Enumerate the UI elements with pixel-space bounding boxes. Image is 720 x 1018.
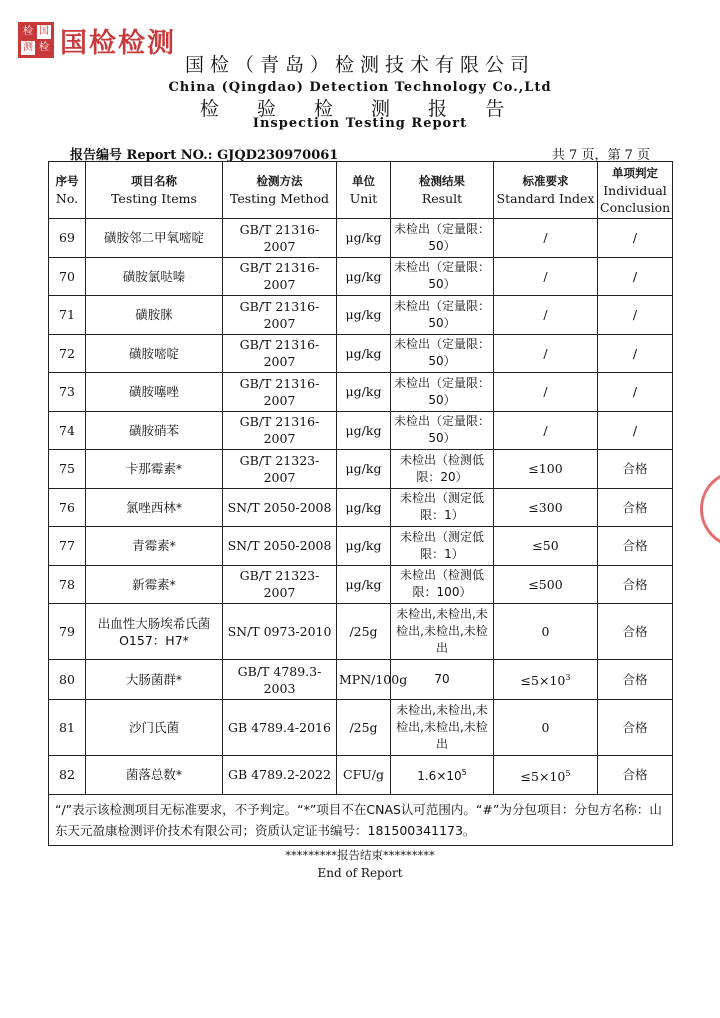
cell-unit: CFU/g [337,756,391,795]
cell-no: 82 [49,756,86,795]
cell-standard: ≤50 [494,527,598,566]
header-item: 项目名称 Testing Items [86,162,223,219]
table-row [49,411,673,450]
cell-no: 74 [49,411,86,450]
cell-result: 未检出（定量限：50） [391,296,494,335]
table-row [49,296,673,335]
seal-char: 检 [36,40,52,56]
cell-item: 磺胺噻唑 [86,373,223,412]
cell-result-base: 1.6×10 [417,769,462,784]
report-title-cn: 检 验 检 测 报 告 [199,98,521,120]
cell-unit: /25g [337,700,391,756]
cell-item: 磺胺脒 [86,296,223,335]
cell-result: 未检出（定量限：50） [391,411,494,450]
cell-conclusion: 合格 [598,660,673,700]
cell-standard: / [494,296,598,335]
table-note: “/”表示该检测项目无标准要求，不予判定。“*”项目不在CNAS认可范围内。“#”为分包项目：分包方名称：山东天元盈康检测评价技术有限公司；资质认定证书编号：181500341173。 [49,794,673,845]
cell-standard: 0 [494,700,598,756]
company-name-cn: 国检（青岛）检测技术有限公司 [184,54,535,76]
seal-char: 检 [20,24,36,40]
cell-no: 75 [49,450,86,489]
cell-method: GB/T 21323-2007 [223,565,337,604]
cell-method: SN/T 0973-2010 [223,604,337,660]
end-of-report-en: End of Report [317,866,403,880]
cell-conclusion: / [598,296,673,335]
seal-char: 测 [20,40,36,56]
cell-result: 未检出（测定低限：1） [391,488,494,527]
company-name-en: China (Qingdao) Detection Technology Co.,Ltd [168,80,552,95]
cell-conclusion: 合格 [598,450,673,489]
cell-no: 80 [49,660,86,700]
cell-no: 79 [49,604,86,660]
cell-method: GB/T 21323-2007 [223,450,337,489]
cell-conclusion: 合格 [598,700,673,756]
header-conclusion: 单项判定 Individual Conclusion [598,162,673,219]
table-row [49,334,673,373]
cell-item: 卡那霉素* [86,450,223,489]
cell-conclusion: 合格 [598,565,673,604]
cell-standard: / [494,219,598,258]
cell-no: 72 [49,334,86,373]
cell-item: 磺胺硝苯 [86,411,223,450]
cell-method: GB 4789.2-2022 [223,756,337,795]
header-unit: 单位 Unit [337,162,391,219]
cell-method: GB/T 4789.3-2003 [223,660,337,700]
cell-conclusion: / [598,334,673,373]
cell-result: 未检出（定量限：50） [391,257,494,296]
cell-standard [494,660,598,700]
cell-unit: μg/kg [337,450,391,489]
cell-unit: μg/kg [337,527,391,566]
cell-standard: / [494,257,598,296]
cell-item: 青霉素* [86,527,223,566]
cell-standard: / [494,411,598,450]
table-row [49,257,673,296]
cell-unit: μg/kg [337,257,391,296]
cell-result [391,756,494,795]
cell-result: 未检出（定量限：50） [391,373,494,412]
cell-standard-base: ≤5×10 [520,673,566,689]
cell-result: 未检出（定量限：50） [391,219,494,258]
cell-method: GB/T 21316-2007 [223,219,337,258]
header-standard: 标准要求 Standard Index [494,162,598,219]
cell-method: GB 4789.4-2016 [223,700,337,756]
report-title-en: Inspection Testing Report [252,116,468,131]
cell-result: 未检出（测定低限：1） [391,527,494,566]
cell-result: 未检出（检测低限：100） [391,565,494,604]
cell-item: 磺胺邻二甲氧嘧啶 [86,219,223,258]
cell-result: 70 [391,660,494,700]
cell-no: 73 [49,373,86,412]
cell-standard: ≤500 [494,565,598,604]
cell-standard: / [494,334,598,373]
report-number-label-en: Report NO.: [126,148,213,163]
cell-conclusion: / [598,411,673,450]
cell-item: 磺胺氯哒嗪 [86,257,223,296]
cell-unit: μg/kg [337,296,391,335]
cell-result: 未检出（定量限：50） [391,334,494,373]
cell-conclusion: / [598,219,673,258]
cell-method: GB/T 21316-2007 [223,373,337,412]
cell-standard: / [494,373,598,412]
report-number-label-cn: 报告编号 [70,148,123,163]
cell-no: 81 [49,700,86,756]
table-row [49,527,673,566]
cell-standard: ≤100 [494,450,598,489]
cell-no: 71 [49,296,86,335]
cell-conclusion: / [598,373,673,412]
header-no: 序号 No. [49,162,86,219]
logo-text: 国检检测 [60,27,176,59]
cell-method: GB/T 21316-2007 [223,334,337,373]
cell-conclusion: 合格 [598,527,673,566]
cell-item: 菌落总数* [86,756,223,795]
cell-unit: μg/kg [337,411,391,450]
cell-result: 未检出,未检出,未检出,未检出,未检出 [391,700,494,756]
official-stamp-edge [700,470,720,548]
cell-unit: μg/kg [337,373,391,412]
cell-no: 70 [49,257,86,296]
cell-standard-exponent: 3 [565,673,571,683]
cell-standard-exponent: 5 [565,768,571,778]
cell-no: 76 [49,488,86,527]
seal-char: 国 [36,24,52,40]
cell-no: 78 [49,565,86,604]
cell-item: 出血性大肠埃希氏菌O157：H7* [86,604,223,660]
table-row [49,219,673,258]
cell-item: 磺胺嘧啶 [86,334,223,373]
cell-unit: μg/kg [337,219,391,258]
cell-conclusion: 合格 [598,756,673,795]
cell-unit: /25g [337,604,391,660]
cell-item: 新霉素* [86,565,223,604]
cell-result: 未检出（检测低限：20） [391,450,494,489]
table-row [49,604,673,660]
cell-conclusion: 合格 [598,604,673,660]
cell-unit: MPN/100g [337,660,391,700]
table-row [49,373,673,412]
cell-unit: μg/kg [337,565,391,604]
cell-standard: ≤300 [494,488,598,527]
report-number-value: GJQD230970061 [217,148,339,163]
table-row [49,756,673,795]
cell-unit: μg/kg [337,488,391,527]
table-row [49,450,673,489]
cell-method: SN/T 2050-2008 [223,488,337,527]
page-info: 共 7 页，第 7 页 [551,148,650,163]
cell-no: 77 [49,527,86,566]
cell-method: GB/T 21316-2007 [223,257,337,296]
cell-item: 氯唑西林* [86,488,223,527]
table-row [49,488,673,527]
cell-item: 大肠菌群* [86,660,223,700]
cell-method: GB/T 21316-2007 [223,411,337,450]
table-header-row [49,162,673,219]
results-table [48,161,673,846]
header-method: 检测方法 Testing Method [223,162,337,219]
cell-conclusion: / [598,257,673,296]
table-row [49,700,673,756]
cell-result: 未检出,未检出,未检出,未检出,未检出 [391,604,494,660]
cell-unit: μg/kg [337,334,391,373]
cell-item: 沙门氏菌 [86,700,223,756]
cell-standard: 0 [494,604,598,660]
cell-no: 69 [49,219,86,258]
cell-conclusion: 合格 [598,488,673,527]
cell-standard [494,756,598,795]
cell-standard-base: ≤5×10 [520,768,566,784]
table-row [49,660,673,700]
cell-method: GB/T 21316-2007 [223,296,337,335]
end-of-report-cn: *********报告结束********* [285,848,435,862]
header-result: 检测结果 Result [391,162,494,219]
cell-result-exponent: 5 [461,768,467,778]
cell-method: SN/T 2050-2008 [223,527,337,566]
table-row [49,565,673,604]
